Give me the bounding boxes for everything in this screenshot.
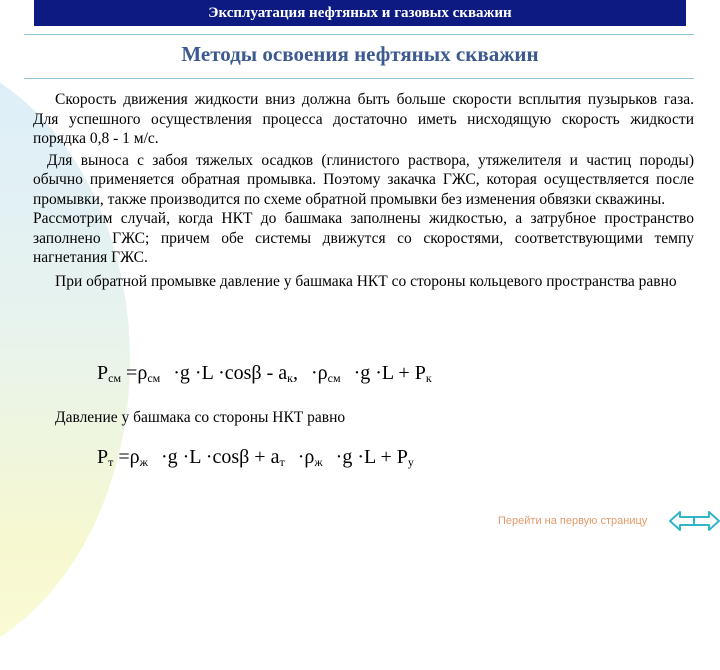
formula1-plus: +	[398, 362, 410, 384]
next-slide-button[interactable]	[692, 511, 720, 531]
formula2-dot: ·	[205, 446, 213, 468]
formula2-sub-t: т	[108, 455, 114, 469]
formula2-l: L	[189, 446, 201, 468]
paragraph-2: Для выноса с забоя тяжелых осадков (глинистого раствора, утяжелителя и частиц породы) обычно применяется обратная промывка. Поэтому закачка ГЖС, которая осуществляется после промывки, также производится по схеме обратной промывки без изменения обвязки скважины.	[33, 151, 694, 208]
formula2-rho2-sub: ж	[314, 455, 323, 469]
paragraph-1: Скорость движения жидкости вниз должна быть больше скорости всплытия пузырьков газа. Для успешного осуществления процесса достаточно иметь нисходящую скорость жидкости порядка 0,8 - 1 м/с.	[33, 91, 694, 147]
formula1-l-2: L	[381, 362, 394, 384]
formula2-dot: ·	[335, 446, 343, 468]
formula1-dot: ·	[218, 362, 225, 384]
formula1-eq: =	[126, 362, 138, 384]
formula2-p-2: P	[396, 446, 408, 468]
formula2-sub-u: у	[407, 455, 414, 469]
header-title: Эксплуатация нефтяных и газовых скважин	[208, 4, 512, 21]
formula1-minus: -	[266, 362, 274, 384]
formula2-dot: ·	[357, 446, 365, 468]
formula1-comma: ,	[293, 362, 298, 384]
formula1-g: g	[179, 362, 190, 384]
formula2-rho-2: ρ	[304, 446, 315, 468]
tubing-pressure-label: Давление у башмака со стороны НКТ равно	[55, 409, 346, 426]
header-bar	[34, 0, 686, 26]
formula1-a: a	[278, 362, 288, 384]
formula2-g: g	[167, 446, 178, 468]
formula-annulus-pressure	[97, 362, 432, 386]
formula2-p: P	[97, 446, 109, 468]
title-divider	[24, 78, 694, 79]
formula1-l: L	[201, 362, 214, 384]
formula1-p-2: P	[414, 362, 426, 384]
formula2-l-2: L	[364, 446, 376, 468]
slide-body	[33, 90, 694, 291]
formula2-dot: ·	[297, 446, 305, 468]
formula2-dot: ·	[182, 446, 190, 468]
formula2-a: a	[270, 446, 280, 468]
formula2-dot: ·	[160, 446, 168, 468]
paragraph-4: При обратной промывке давление у башмака НКТ со стороны кольцевого пространства равно	[55, 272, 677, 290]
formula1-dot: ·	[353, 362, 361, 384]
formula2-eq: =	[118, 446, 130, 468]
top-divider	[24, 34, 694, 35]
formula1-p2-sub: к	[425, 371, 432, 385]
first-page-link[interactable]: Перейти на первую страницу	[498, 515, 648, 527]
formula1-dot: ·	[375, 362, 382, 384]
formula1-rho2-sub: см	[327, 371, 341, 385]
formula1-beta: β	[251, 362, 262, 384]
formula1-dot: ·	[311, 362, 318, 384]
formula2-cos: cos	[212, 446, 240, 468]
formula1-dot: ·	[173, 362, 180, 384]
formula1-sub-k: к	[287, 371, 293, 385]
formula2-rho: ρ	[129, 446, 140, 468]
formula-tubing-pressure	[97, 446, 414, 470]
formula2-beta: β	[239, 446, 250, 468]
slide-title: Методы освоения нефтяных скважин	[181, 42, 539, 66]
formula2-a-sub: т	[279, 455, 285, 469]
formula1-cos: cos	[224, 362, 252, 384]
formula1-rho: ρ	[137, 362, 148, 384]
formula1-p: P	[97, 362, 109, 384]
formula1-rho-sub: см	[147, 371, 161, 385]
paragraph-3: Рассмотрим случай, когда НКТ до башмака заполнены жидкостью, а затрубное пространство заполнено ГЖС; причем обе системы движутся со скоростями, соответствующими темпу нагнетания ГЖС.	[33, 210, 694, 266]
formula1-rho-2: ρ	[317, 362, 328, 384]
formula1-g-2: g	[360, 362, 371, 384]
arrow-right-icon	[692, 511, 720, 531]
formula2-plus-2: +	[380, 446, 392, 468]
formula2-rho-sub: ж	[139, 455, 148, 469]
formula2-plus: +	[254, 446, 266, 468]
formula2-g-2: g	[342, 446, 353, 468]
formula1-dot: ·	[194, 362, 202, 384]
formula1-sub-sm: см	[108, 371, 122, 385]
